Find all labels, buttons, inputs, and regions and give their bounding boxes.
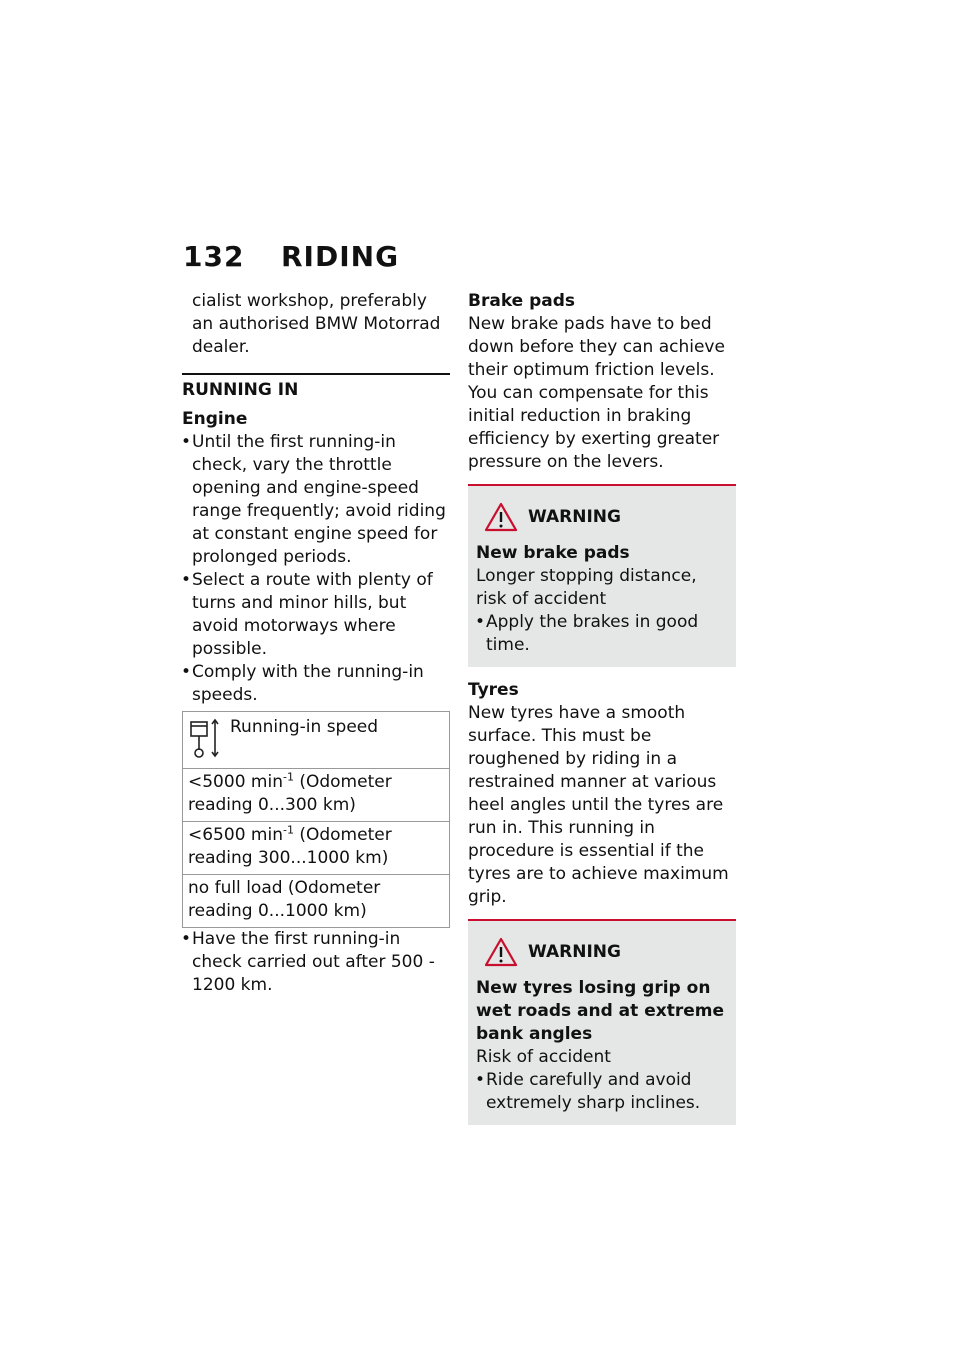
warning-text: Risk of accident	[476, 1047, 611, 1067]
list-item: • Have the first running-in check carried out after 500 - 1200 km.	[182, 928, 450, 997]
engine-heading: Engine	[182, 409, 248, 429]
running-in-speed-table	[182, 711, 450, 928]
warning-title: New brake pads	[476, 543, 630, 563]
brake-pads-heading: Brake pads	[468, 291, 576, 311]
tyres-paragraph: New tyres have a smooth surface. This must be roughened by riding in a restrained manner at various heel angles until the tyres are run in. This running in procedure is essential if the tyres are to achieve maximum grip.	[468, 703, 729, 907]
section-title: RIDING	[281, 240, 400, 273]
tyres-heading: Tyres	[468, 680, 519, 700]
table-row	[183, 822, 450, 875]
running-in-heading: RUNNING IN	[182, 380, 299, 400]
warning-label: WARNING	[528, 941, 621, 962]
warning-triangle-icon	[484, 937, 518, 967]
warning-triangle-icon	[484, 502, 518, 532]
engine-bullet-list	[182, 431, 450, 707]
warning-box-brake-pads	[468, 486, 736, 667]
table-row	[183, 769, 450, 822]
engine-speed-icon	[188, 716, 222, 760]
warning-label: WARNING	[528, 506, 621, 527]
brake-pads-paragraph: New brake pads have to bed down before they can achieve their optimum friction levels. You can compensate for this initial reduction in braking efficiency by exerting greater pressure on the levers.	[468, 314, 725, 472]
table-cell: <6500 $\min^{-1}$ (Odometer reading 300...1000 km)	[183, 822, 450, 875]
table-row	[183, 712, 450, 769]
list-item: • Until the first running-in check, vary the throttle opening and engine-speed range frequently; avoid riding at constant engine speed for prolonged periods.	[182, 431, 450, 569]
table-header-cell	[183, 712, 450, 769]
left-column	[182, 290, 450, 997]
table-cell: no full load (Odometer reading 0...1000 km)	[183, 875, 450, 928]
warning-text: Longer stopping distance, risk of accident	[476, 566, 697, 609]
list-item: • Select a route with plenty of turns and minor hills, but avoid motorways where possible.	[182, 569, 450, 661]
section-divider	[182, 373, 450, 375]
list-item: • Ride carefully and avoid extremely sharp inclines.	[476, 1069, 728, 1115]
table-cell: <5000 $\min^{-1}$ (Odometer reading 0...300 km)	[183, 769, 450, 822]
table-header-label: Running-in speed	[230, 717, 379, 737]
final-bullet-list	[182, 928, 450, 997]
table-row	[183, 875, 450, 928]
right-column	[468, 290, 736, 1125]
page-header	[183, 240, 583, 280]
warning-title: New tyres losing grip on wet roads and at extreme bank angles	[476, 978, 724, 1044]
list-item: • Comply with the running-in speeds.	[182, 661, 450, 707]
warning-box-tyres	[468, 921, 736, 1125]
list-item: • Apply the brakes in good time.	[476, 611, 728, 657]
page-number: 132	[183, 240, 245, 273]
intro-paragraph: cialist workshop, preferably an authorised BMW Motorrad dealer.	[192, 291, 441, 357]
